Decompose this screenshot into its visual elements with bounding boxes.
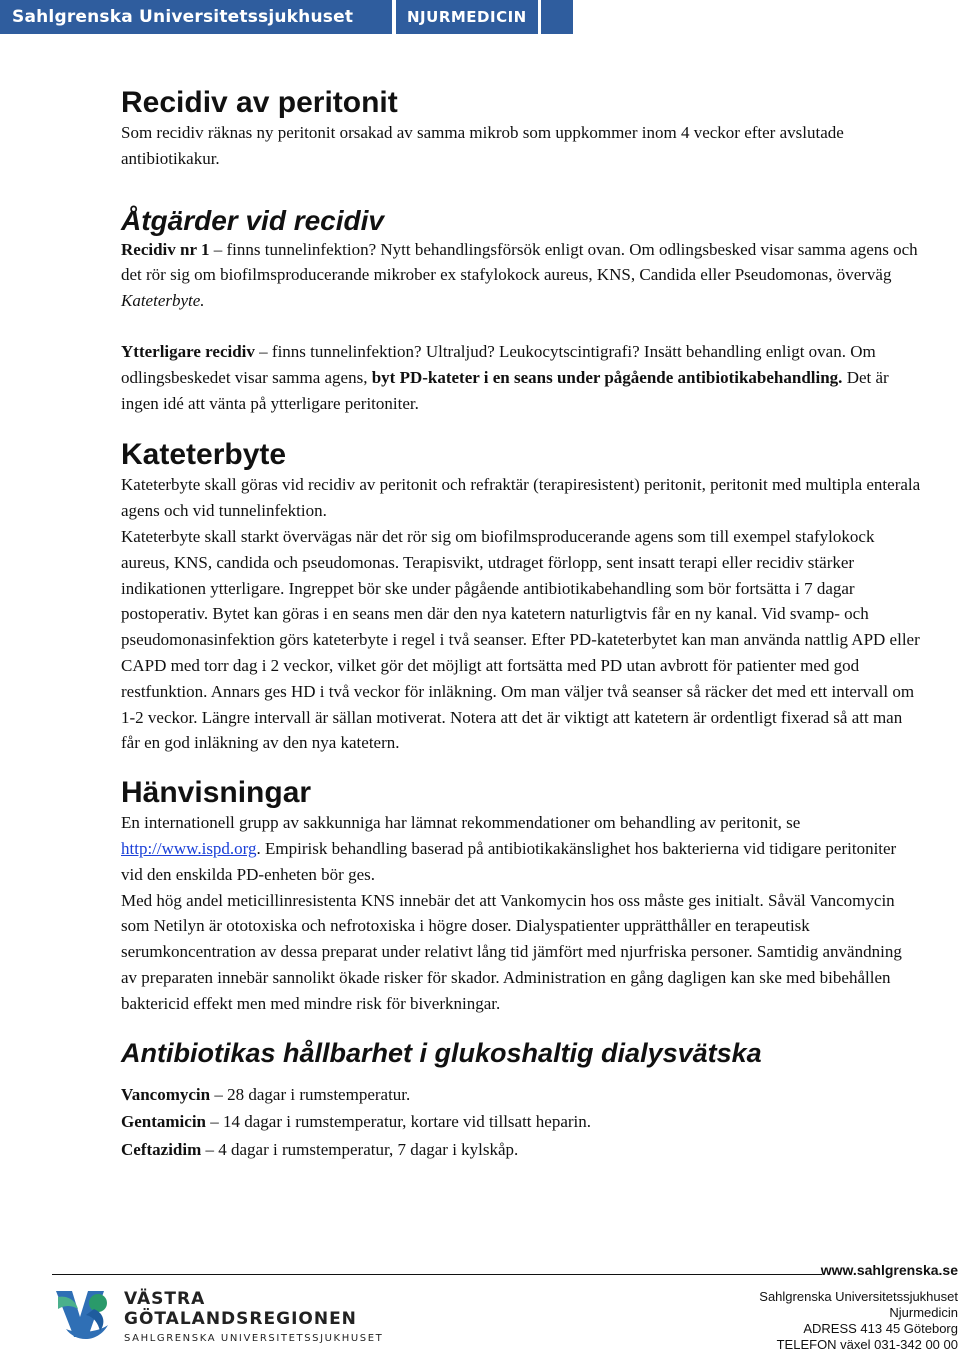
footer-website[interactable]: www.sahlgrenska.se — [820, 1262, 958, 1278]
drug-stability: – 4 dagar i rumstemperatur, 7 dagar i kylskåp. — [201, 1139, 519, 1159]
heading-atgarder: Åtgärder vid recidiv — [121, 204, 384, 236]
ytterligare-recidiv-label: Ytterligare recidiv — [121, 341, 255, 361]
atgarder-p2-text1: – finns tunnelinfektion? Ultraljud? Leukocytscintigrafi? Insätt behandling enligt ovan. Om odlingsbeskedet visar samma agens, — [121, 341, 876, 387]
header-bar — [0, 0, 960, 34]
header-title: Sahlgrenska Universitetssjukhuset — [12, 7, 354, 27]
hanvisningar-paragraph-1 — [121, 810, 921, 887]
footer-phone: TELEFON växel 031-342 00 00 — [776, 1337, 958, 1352]
list-item — [121, 1081, 921, 1109]
document-body — [121, 86, 921, 1163]
drug-name: Gentamicin — [121, 1112, 206, 1132]
heading-recidiv: Recidiv av peritonit — [121, 86, 398, 119]
logo-line-1: VÄSTRA — [124, 1289, 206, 1309]
hanvisningar-paragraph-2: Med hög andel meticillinresistenta KNS innebär det att Vankomycin hos oss måste ges initialt. Såväl Vancomycin som Netilyn är ototoxiska och nefrotoxiska i högre doser. Dialyspatienter upprätthåller en terapeutisk serumkoncentration av dessa preparat under relativt lång tid jämfört med njurfriska personer. Samtidig användning av preparaten innebär sannolikt ökade risker för skador. Administration en gång dagligen kan ske med bibehållen baktericid effekt men med mindre risk för biverkningar. — [121, 890, 902, 1013]
hallbarhet-list — [121, 1081, 921, 1164]
footer-divider — [52, 1274, 822, 1275]
kateterbyte-ref: Kateterbyte. — [121, 291, 205, 311]
footer-contact — [759, 1289, 958, 1353]
heading-hallbarhet: Antibiotikas hållbarhet i glukoshaltig dialysvätska — [121, 1037, 762, 1068]
logo-line-3: SAHLGRENSKA UNIVERSITETSSJUKHUSET — [124, 1333, 384, 1344]
drug-stability: – 14 dagar i rumstemperatur, kortare vid tillsatt heparin. — [206, 1112, 592, 1132]
heading-hanvisningar: Hänvisningar — [121, 776, 312, 810]
footer-org: Sahlgrenska Universitetssjukhuset — [759, 1289, 958, 1304]
hanvisningar-p1-text1: En internationell grupp av sakkunniga har lämnat rekommendationer om behandling av peritonit, se — [121, 813, 801, 833]
vgr-emblem-icon — [54, 1287, 116, 1347]
drug-stability: – 28 dagar i rumstemperatur. — [210, 1084, 411, 1104]
logo-line-2: GÖTALANDSREGIONEN — [124, 1309, 357, 1329]
drug-name: Ceftazidim — [121, 1139, 202, 1159]
heading-kateterbyte: Kateterbyte — [121, 438, 287, 472]
header-square — [541, 0, 573, 34]
kateterbyte-paragraph-1: Kateterbyte skall göras vid recidiv av peritonit och refraktär (terapiresistent) peritonit, peritonit med multipla enterala agens och vid tunnelinfektion. — [121, 475, 921, 521]
header-title-block — [0, 0, 392, 34]
ispd-link[interactable]: http://www.ispd.org — [121, 838, 257, 858]
hanvisningar-p1-text2: . Empirisk behandling baserad på antibiotikakänslighet hos bakterierna vid tidigare peritoniter vid den enskilda PD-enheten bör ges. — [121, 838, 897, 884]
list-item — [121, 1136, 921, 1164]
kateterbyte-paragraph-2: Kateterbyte skall starkt övervägas när det rör sig om biofilmsproducerande agens som till exempel stafylokock aureus, KNS, candida och pseudomonas. Terapisvikt, utdraget förlopp, sent insatt terapi eller recidiv stärker indikationen ytterligare. Ingreppet bör ske under pågående antibiotikabehandling som bör fortsätta i 7 dagar postoperativ. Bytet kan göras i en seans men där den nya katetern naturligtvis får en ny kanal. Vid svamp- och pseudomonasinfektion görs kateterbyte i regel i två seanser. Efter PD-kateterbytet kan man använda nattlig APD eller CAPD med torr dag i 2 veckor, vilket gör det möjligt att fortsätta med PD utan avbrott för patienter med god restfunktion. Annars ges HD i två veckor för inläkning. Om man väljer två seanser så räcker det med ett intervall om 1-2 veckor. Längre intervall är sällan motiverat. Notera att det är viktigt att katetern är ordentligt fixerad så att man får en god inläkning av den nya katetern. — [121, 526, 920, 753]
atgarder-p1-text: – finns tunnelinfektion? Nytt behandlingsförsök enligt ovan. Om odlingsbesked visar samma agens och det rör sig om biofilmsproducerande mikrober ex stafylokock aureus, KNS, Candida eller Pseudomonas, överväg — [121, 239, 918, 285]
atgarder-p2-text2: Det är ingen idé att vänta på ytterligare peritoniter. — [121, 367, 889, 413]
atgarder-paragraph-2 — [121, 339, 921, 416]
recidiv-nr1-label: Recidiv nr 1 — [121, 239, 210, 259]
drug-name: Vancomycin — [121, 1084, 211, 1104]
footer-address: ADRESS 413 45 Göteborg — [803, 1321, 958, 1336]
list-item — [121, 1108, 921, 1136]
atgarder-paragraph-1 — [121, 237, 921, 314]
header-department: NJURMEDICIN — [407, 8, 527, 26]
vgr-logo — [54, 1287, 394, 1349]
footer-dept: Njurmedicin — [889, 1305, 958, 1320]
recidiv-text: Som recidiv räknas ny peritonit orsakad av samma mikrob som uppkommer inom 4 veckor efter avslutade antibiotikakur. — [121, 123, 844, 168]
byt-kateter-emphasis: byt PD-kateter i en seans under pågående antibiotikabehandling. — [371, 367, 843, 387]
